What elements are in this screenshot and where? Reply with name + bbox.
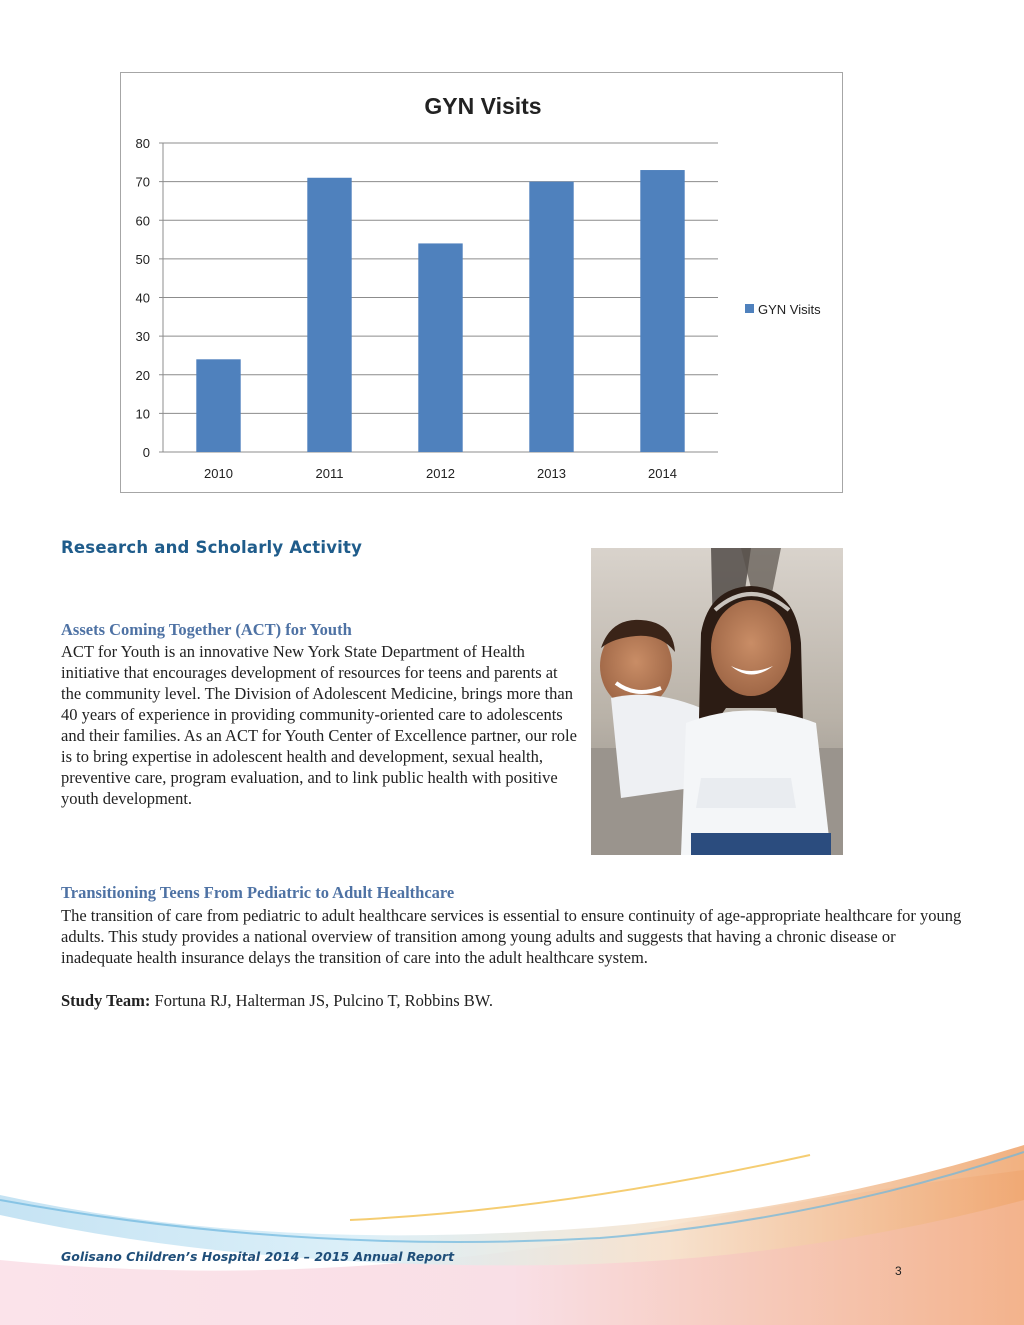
y-tick-label: 30 — [135, 329, 150, 345]
act-for-youth-heading: Assets Coming Together (ACT) for Youth — [61, 620, 352, 639]
act-for-youth-body: ACT for Youth is an innovative New York State Department of Health initiative that encourages development of resources for teens and parents at the community level. The Division of Adolescent Medicine, brings more than 40 years of experience in providing community-oriented care to adolescents and their families. As an ACT for Youth Center of Excellence partner, our role is to bring expertise in adolescent health and development, sexual health, preventive care, program evaluation, and to link public health with positive youth development. — [61, 642, 577, 808]
x-tick-label: 2012 — [426, 466, 455, 481]
bar-2012 — [418, 243, 462, 452]
bar-2010 — [196, 359, 240, 452]
teens-photo — [591, 548, 843, 855]
chart-title: GYN Visits — [424, 93, 542, 119]
y-tick-label: 0 — [142, 445, 150, 460]
x-tick-label: 2011 — [315, 466, 344, 481]
x-tick-label: 2013 — [537, 466, 566, 481]
transition-study-body: The transition of care from pediatric to adult healthcare services is essential to ensure continuity of age-appropriate healthcare for young adults. This study provides a national overview of transition among young adults and suggests that having a chronic disease or inadequate health insurance delays the transition of care into the adult healthcare system. — [61, 906, 962, 967]
y-tick-label: 40 — [135, 290, 150, 306]
y-tick-label: 50 — [135, 251, 150, 267]
gyn-visits-chart — [120, 72, 843, 493]
y-tick-label: 70 — [135, 174, 150, 190]
study-team — [61, 990, 966, 1011]
study-team-members: Fortuna RJ, Halterman JS, Pulcino T, Robbins BW. — [154, 991, 493, 1010]
y-tick-label: 60 — [135, 213, 150, 229]
chart-canvas — [121, 73, 844, 494]
footer-wave-decoration — [0, 1140, 1024, 1325]
bar-2014 — [640, 170, 684, 452]
section-heading: Research and Scholarly Activity — [61, 538, 363, 557]
x-tick-label: 2010 — [204, 466, 233, 481]
y-tick-label: 20 — [135, 367, 150, 383]
x-tick-label: 2014 — [648, 466, 677, 481]
legend-label: GYN Visits — [758, 302, 821, 317]
legend-swatch — [745, 304, 754, 313]
bar-2011 — [307, 178, 351, 452]
page-number: 3 — [895, 1264, 902, 1278]
bar-2013 — [529, 182, 573, 452]
chart-legend — [745, 302, 821, 317]
footer-report-title: Golisano Children’s Hospital 2014 – 2015 Annual Report — [61, 1249, 455, 1264]
transition-study-heading: Transitioning Teens From Pediatric to Adult Healthcare — [61, 883, 455, 902]
study-team-label: Study Team: — [61, 991, 151, 1010]
y-tick-label: 80 — [135, 136, 150, 151]
y-tick-label: 10 — [135, 406, 150, 422]
